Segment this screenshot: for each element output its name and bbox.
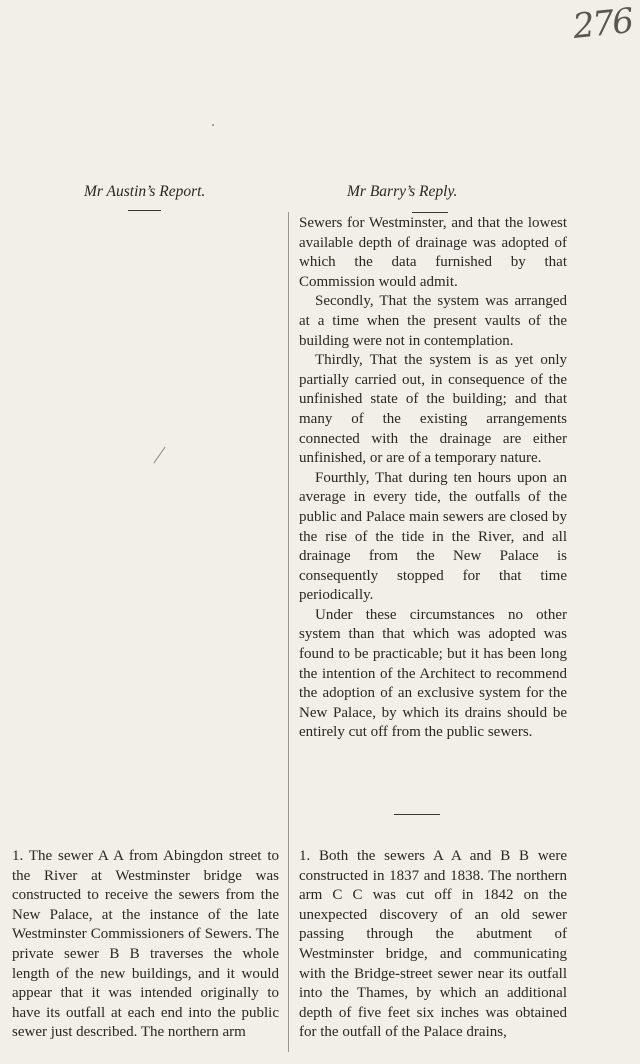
pencil-mark — [153, 447, 165, 464]
reply-paragraph-5: Under these circumstances no other system than that which was adopted was found to be practicable; but it has been long the intention of the Architect to recommend the adoption of an exclusive system for the New Palace, by which its drains should be entirely cut off from the public sewers. — [299, 606, 567, 741]
report-paragraph-1: 1. The sewer A A from Abingdon street to the River at Westminster bridge was constructed to receive the sewers from the New Palace, at the instance of the late Westminster Commissioners of Sewers. The private sewer B B traverses the whole length of the new buildings, and it would appear that it was intended originally to have its outfall at each end into the public sewer just described. The northern arm — [12, 848, 279, 1041]
section-separator-rule — [394, 814, 440, 815]
left-column-heading: Mr Austin’s Report. — [84, 183, 206, 200]
right-column-heading: Mr Barry’s Reply. — [347, 183, 458, 200]
right-heading-rule — [412, 212, 448, 213]
column-divider — [288, 212, 289, 1052]
reply-paragraph-3: Thirdly, That the system is as yet only partially carried out, in consequence of the unfinished state of the building; and that many of the existing arrangements connected with the drainage are either unfinished, or are of a temporary nature. — [299, 352, 567, 467]
reply-text-block — [299, 214, 567, 743]
reply-paragraph-4: Fourthly, That during ten hours upon an average in every tide, the outfalls of the public and Palace main sewers are closed by the rise of the tide in the River, and all drainage from the New Palace is consequently stopped for that time periodically. — [299, 469, 567, 604]
left-heading-rule — [128, 210, 161, 211]
report-section-1 — [12, 847, 279, 1043]
page-number: 276 — [571, 1, 634, 47]
reply-paragraph-1: Sewers for Westminster, and that the lowest available depth of drainage was adopted of which the data furnished by that Commission would admit. — [299, 215, 567, 290]
reply-section-paragraph-1: 1. Both the sewers A A and B B were constructed in 1837 and 1838. The northern arm C C was cut off in 1842 on the unexpected discovery of an old sewer passing through the abutment of Westminster bridge, and communicating with the Bridge-street sewer near its outfall into the Thames, by which an additional depth of five feet six inches was obtained for the outfall of the Palace drains, — [299, 848, 567, 1041]
paper-speck — [212, 124, 214, 126]
reply-paragraph-2: Secondly, That the system was arranged at a time when the present vaults of the building were not in contemplation. — [299, 293, 567, 349]
reply-section-1 — [299, 847, 567, 1043]
